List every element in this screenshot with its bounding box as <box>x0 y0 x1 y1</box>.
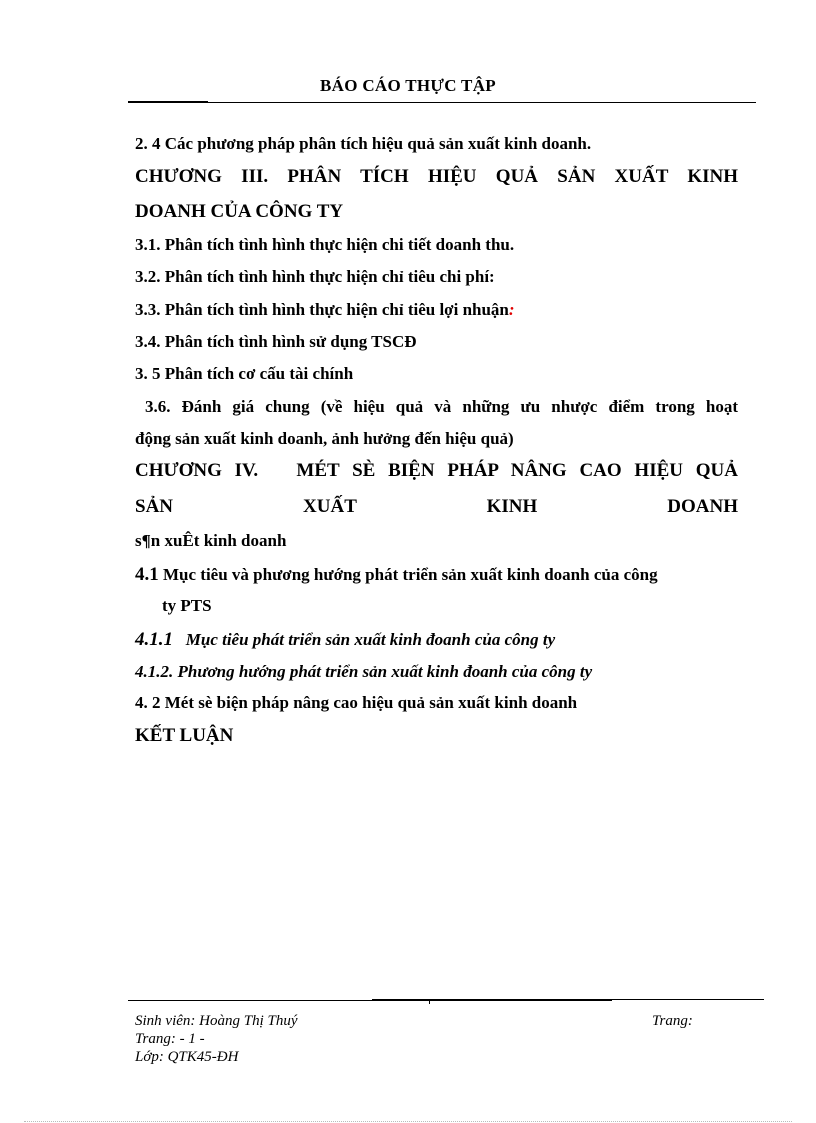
footer-rule-center <box>372 999 612 1001</box>
conclusion-heading: KẾT LUẬN <box>135 725 234 746</box>
toc-item-3-6-line2: động sản xuất kinh doanh, ảnh hưởng đến hiệu quả) <box>135 429 514 448</box>
chapter-4-heading-line1: CHƯƠNG IV. MÉT SÈ BIỆN PHÁP NÂNG CAO HIỆU QUẢ <box>135 460 738 481</box>
chapter-4-heading-line2: SẢN XUẤT KINH DOANH <box>135 496 738 517</box>
chapter-3-heading-line2: DOANH CỦA CÔNG TY <box>135 201 344 222</box>
header-rule <box>208 102 756 103</box>
footer-class: Lớp: QTK45-ĐH <box>135 1049 239 1065</box>
footer-rule-tick <box>429 1000 430 1004</box>
page-title: BÁO CÁO THỰC TẬP <box>320 76 496 95</box>
toc-item-2-4: 2. 4 Các phương pháp phân tích hiệu quả sản xuất kinh doanh. <box>135 134 592 153</box>
toc-item-3-6-line1: 3.6. Đánh giá chung (về hiệu quả và những ưu nhược điểm trong hoạt <box>145 397 738 416</box>
toc-item-4-2: 4. 2 Mét sè biện pháp nâng cao hiệu quả sản xuất kinh doanh <box>135 693 578 712</box>
toc-item-4-1 <box>135 564 738 586</box>
footer-rule-left <box>128 1000 372 1001</box>
footer-page-number: Trang: - 1 - <box>135 1031 205 1047</box>
footer-page-label-right: Trang: <box>652 1013 693 1029</box>
toc-item-3-3-colon: : <box>508 300 515 319</box>
page-bottom-border <box>24 1121 792 1122</box>
toc-item-4-1-number: 4.1 <box>135 564 159 585</box>
toc-item-3-3-text: 3.3. Phân tích tình hình thực hiện chỉ tiêu lợi nhuận <box>135 300 509 319</box>
toc-item-4-1-2: 4.1.2. Phương hướng phát triển sản xuất kinh đoanh của công ty <box>135 662 593 681</box>
toc-item-3-4: 3.4. Phân tích tình hình sử dụng TSCĐ <box>135 332 417 351</box>
chapter-3-heading-line1: CHƯƠNG III. PHÂN TÍCH HIỆU QUẢ SẢN XUẤT KINH <box>135 166 738 187</box>
toc-item-3-1: 3.1. Phân tích tình hình thực hiện chi tiết doanh thu. <box>135 235 515 254</box>
garbled-text-line: s¶n xuÊt kinh doanh <box>135 531 287 550</box>
toc-item-4-1-1 <box>135 629 738 651</box>
header-rule-thick <box>128 101 208 103</box>
toc-item-4-1-continuation: ty PTS <box>162 596 212 615</box>
toc-item-3-2: 3.2. Phân tích tình hình thực hiện chỉ tiêu chi phí: <box>135 267 495 286</box>
footer-rule-right <box>612 999 764 1000</box>
footer-student-name: Sinh viên: Hoàng Thị Thuý <box>135 1013 298 1029</box>
toc-item-3-5: 3. 5 Phân tích cơ cấu tài chính <box>135 364 354 383</box>
toc-item-4-1-1-number: 4.1.1 <box>135 629 173 650</box>
toc-item-3-3 <box>135 300 738 320</box>
toc-item-4-1-text: Mục tiêu và phương hướng phát triển sản xuất kinh doanh của công <box>163 565 658 584</box>
toc-item-4-1-1-text: Mục tiêu phát triển sản xuất kinh đoanh của công ty <box>185 630 556 649</box>
